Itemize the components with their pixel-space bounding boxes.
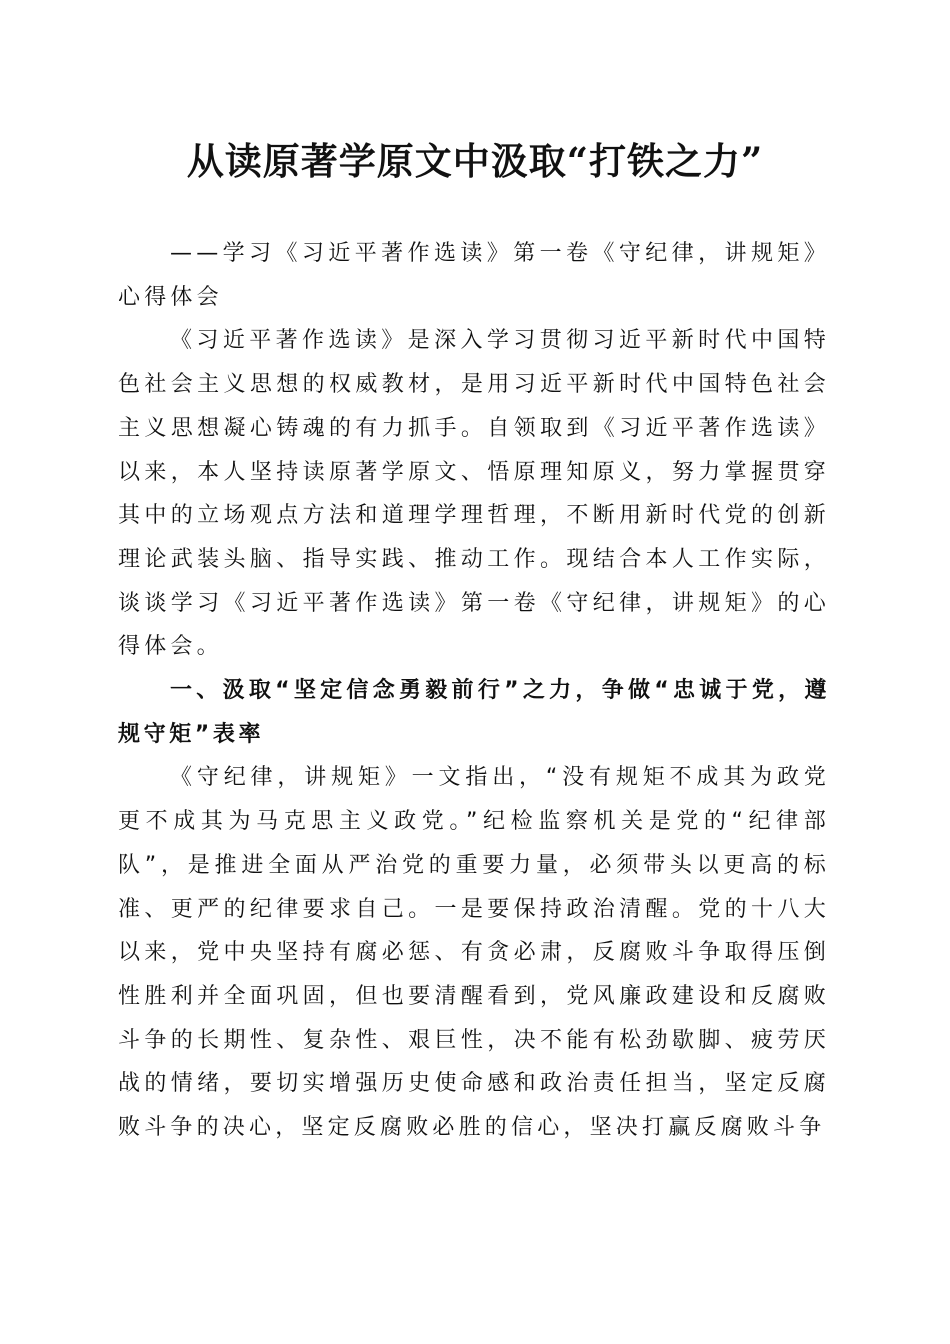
document-body: [118, 232, 830, 1150]
section-paragraph: 《守纪律，讲规矩》一文指出，“没有规矩不成其为政党更不成其为马克思主义政党。”纪检监察机关是党的“纪律部队”，是推进全面从严治党的重要力量，必须带头以更高的标准、更严的纪律要求自己。一是要保持政治清醒。党的十八大以来，党中央坚持有腐必惩、有贪必肃，反腐败斗争取得压倒性胜利并全面巩固，但也要清醒看到，党风廉政建设和反腐败斗争的长期性、复杂性、艰巨性，决不能有松劲歇脚、疲劳厌战的情绪，要切实增强历史使命感和政治责任担当，坚定反腐败斗争的决心，坚定反腐败必胜的信心，坚决打赢反腐败斗争: [118, 765, 830, 1141]
section-heading: 一、汲取“坚定信念勇毅前行”之力，争做“忠诚于党，遵规守矩”表率: [118, 678, 830, 747]
document-title: 从读原著学原文中汲取“打铁之力”: [186, 139, 764, 183]
intro-paragraph: 《习近平著作选读》是深入学习贯彻习近平新时代中国特色社会主义思想的权威教材，是用习近平新时代中国特色社会主义思想凝心铸魂的有力抓手。自领取到《习近平著作选读》以来，本人坚持读原著学原文、悟原理知原义，努力掌握贯穿其中的立场观点方法和道理学理哲理，不断用新时代党的创新理论武装头脑、指导实践、推动工作。现结合本人工作实际，谈谈学习《习近平著作选读》第一卷《守纪律，讲规矩》的心得体会。: [118, 328, 830, 660]
document-subtitle: ——学习《习近平著作选读》第一卷《守纪律，讲规矩》心得体会: [118, 241, 830, 310]
